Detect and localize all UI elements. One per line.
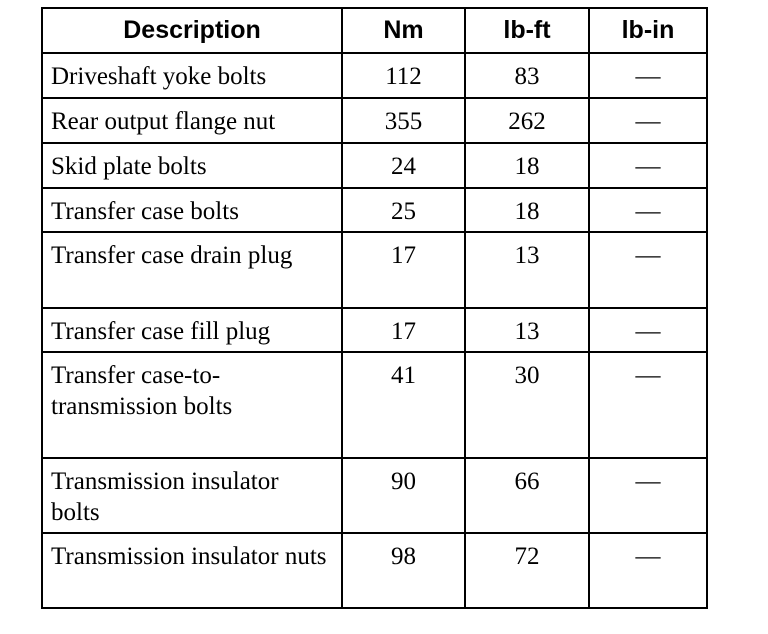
cell-nm: 17 [342, 232, 465, 308]
cell-lb-in: — [589, 232, 707, 308]
cell-lb-ft: 262 [465, 98, 589, 143]
table-row [42, 232, 707, 308]
cell-lb-ft: 13 [465, 232, 589, 308]
torque-spec-table [41, 7, 708, 609]
table-row [42, 458, 707, 533]
cell-nm: 24 [342, 143, 465, 188]
cell-description: Rear output flange nut [42, 98, 342, 143]
cell-nm: 112 [342, 53, 465, 98]
cell-description: Transfer case drain plug [42, 232, 342, 308]
cell-description: Skid plate bolts [42, 143, 342, 188]
cell-lb-in: — [589, 352, 707, 458]
cell-lb-in: — [589, 308, 707, 352]
header-description: Description [42, 8, 342, 53]
header-nm: Nm [342, 8, 465, 53]
table-row [42, 53, 707, 98]
cell-nm: 17 [342, 308, 465, 352]
cell-lb-in: — [589, 53, 707, 98]
table-row [42, 143, 707, 188]
cell-description: Driveshaft yoke bolts [42, 53, 342, 98]
cell-description: Transmission insulator nuts [42, 533, 342, 608]
cell-lb-ft: 83 [465, 53, 589, 98]
cell-lb-in: — [589, 98, 707, 143]
cell-lb-in: — [589, 533, 707, 608]
cell-nm: 355 [342, 98, 465, 143]
cell-description: Transfer case bolts [42, 188, 342, 232]
cell-lb-in: — [589, 188, 707, 232]
cell-nm: 90 [342, 458, 465, 533]
cell-nm: 98 [342, 533, 465, 608]
header-lb-in: lb-in [589, 8, 707, 53]
cell-lb-ft: 72 [465, 533, 589, 608]
cell-lb-ft: 18 [465, 143, 589, 188]
cell-lb-ft: 66 [465, 458, 589, 533]
cell-lb-ft: 30 [465, 352, 589, 458]
table-header-row [42, 8, 707, 53]
cell-description: Transmission insulator bolts [42, 458, 342, 533]
cell-description: Transfer case fill plug [42, 308, 342, 352]
cell-lb-in: — [589, 458, 707, 533]
cell-lb-ft: 18 [465, 188, 589, 232]
cell-lb-in: — [589, 143, 707, 188]
cell-nm: 41 [342, 352, 465, 458]
cell-lb-ft: 13 [465, 308, 589, 352]
header-lb-ft: lb-ft [465, 8, 589, 53]
table-row [42, 533, 707, 608]
cell-description: Transfer case-to-transmission bolts [42, 352, 342, 458]
table-row [42, 352, 707, 458]
table-row [42, 98, 707, 143]
table-row [42, 308, 707, 352]
table-row [42, 188, 707, 232]
cell-nm: 25 [342, 188, 465, 232]
